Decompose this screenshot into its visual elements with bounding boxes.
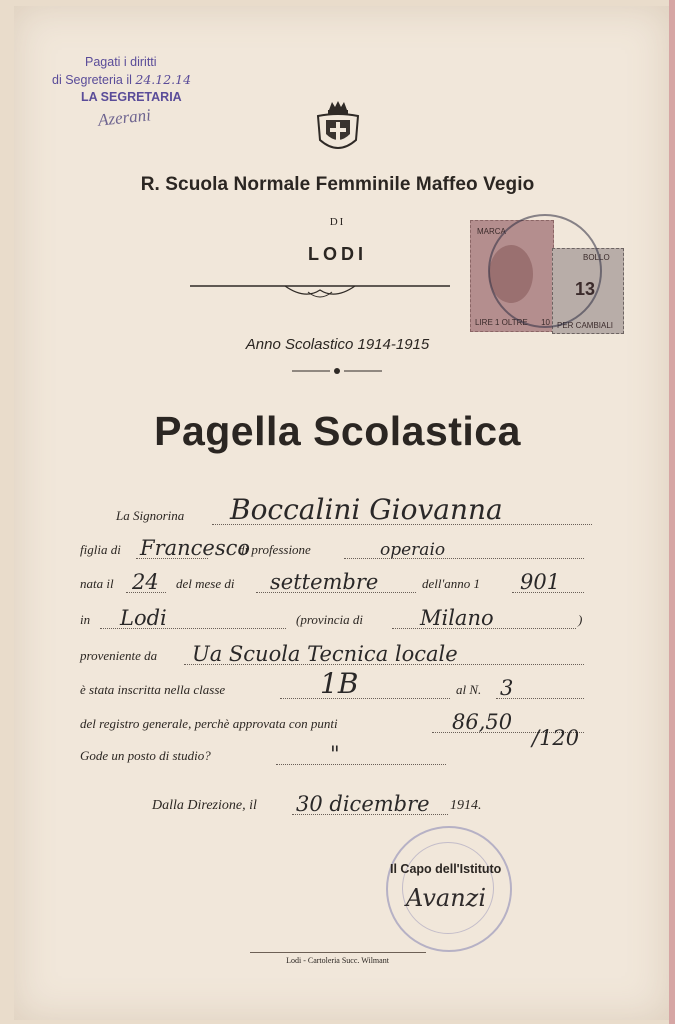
father-profession: operaio [380,540,446,560]
form-row-scholarship [80,740,600,768]
form-row-name [80,493,600,528]
figlia-label: figlia di [80,542,121,557]
register-number: 3 [500,676,514,700]
dotted-line [280,698,450,699]
school-name: R. Scuola Normale Femminile Maffeo Vegio [140,174,535,195]
revenue-stamp-value: LIRE 1 OLTRE [475,318,528,327]
scholarship-value: " [330,742,340,766]
profession-label: di professione [238,542,311,557]
revenue-stamp-fraction: 10 [541,318,550,327]
printer-rule [250,952,426,953]
student-name: Boccalini Giovanna [230,493,503,526]
stamp-cancellation-icon [488,214,602,328]
form-row-score [80,708,600,750]
secretary-fee-stamp [52,54,252,106]
father-name: Francesco [140,536,251,560]
form-row-father [80,534,600,562]
page-edge [669,0,675,1024]
direzione-label: Dalla Direzione, il [152,798,257,813]
divider-ornament [190,280,450,304]
provincia-close: ) [578,612,583,627]
direzione-year: 1914. [450,798,482,813]
document-title: Pagella Scolastica [154,408,521,454]
nata-label: nata il [80,576,114,591]
birth-month: settembre [270,570,379,594]
bill-stamp-top: BOLLO [583,253,610,262]
class-value: 1B [320,667,359,700]
revenue-stamp-top: MARCA [477,227,506,236]
fee-stamp-line2 [52,71,252,89]
form-row-birth [80,568,600,596]
birth-place: Lodi [120,606,167,630]
bill-stamp-value: PER CAMBIALI [557,321,614,330]
registro-label: del registro generale, perchè approvata con punti [80,716,338,731]
capo-signature: Avanzi [406,884,487,912]
birth-day: 24 [132,570,159,594]
direzione-date: 30 dicembre [296,792,430,816]
in-label: in [80,612,91,627]
form-row-class [80,667,600,702]
posto-label: Gode un posto di studio? [80,748,211,763]
small-divider-ornament [292,366,382,376]
form-row-provenance [80,640,600,668]
bill-stamp-number: 13 [575,279,596,299]
proveniente-label: proveniente da [80,648,158,663]
form-row-place [80,604,600,632]
school-year: Anno Scolastico 1914-1915 [245,336,430,353]
form-row-date [80,790,600,818]
numero-label: al N. [456,682,482,697]
anno-label: dell'anno 1 [422,576,481,591]
fee-stamp-line3: LA SEGRETARIA [81,90,182,104]
di-word: DI [329,216,346,228]
city-name: LODI [308,244,367,264]
score-max: /120 [532,726,580,750]
fee-stamp-line1: Pagati i diritti [85,55,157,69]
dotted-line [276,764,446,765]
fee-stamp-date: 24.12.14 [135,72,192,87]
capo-label: Il Capo dell'Istituto [390,862,502,876]
provincia-label: (provincia di [296,612,364,627]
fee-stamp-prefix: di Segreteria il [52,73,132,87]
secretary-signature: Azerani [97,105,152,130]
birth-year: 901 [520,570,561,594]
score-points: 86,50 [452,710,513,734]
printer-imprint: Lodi - Cartoleria Succ. Wilmant [286,956,389,965]
signorina-label: La Signorina [116,508,185,523]
royal-crest-icon [308,100,368,158]
province: Milano [420,606,494,630]
provenance: Ua Scuola Tecnica locale [192,642,458,666]
classe-label: è stata inscritta nella classe [80,682,226,697]
mese-label: del mese di [176,576,235,591]
